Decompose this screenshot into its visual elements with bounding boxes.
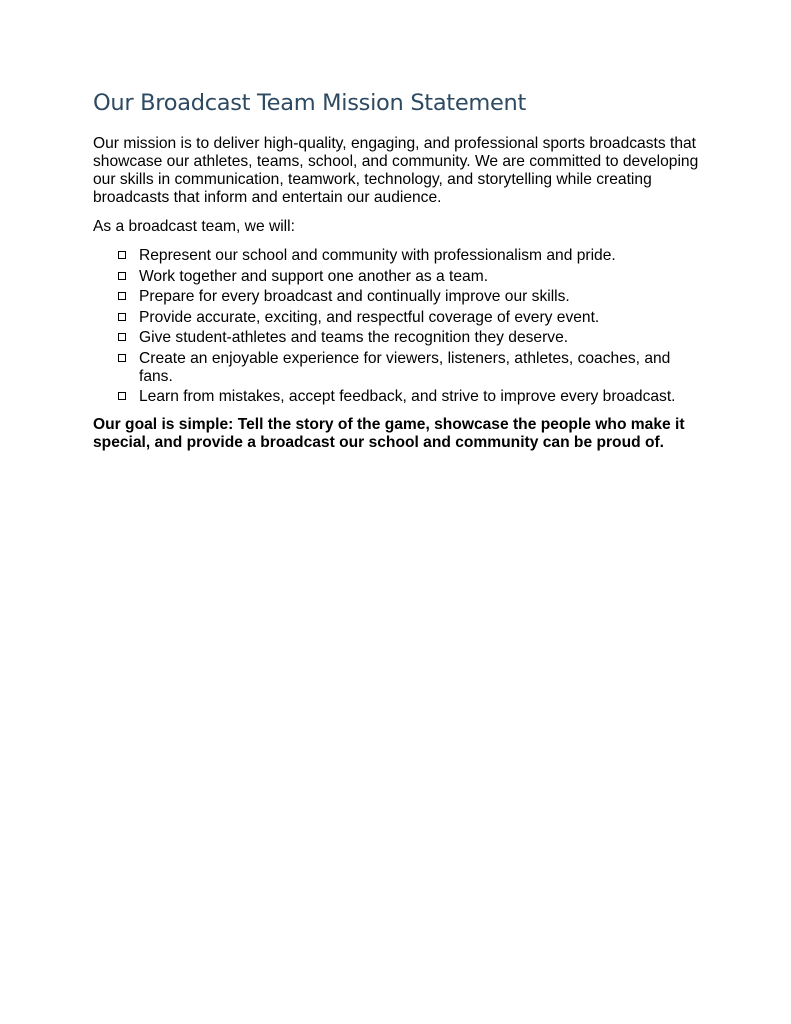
list-item xyxy=(93,247,705,265)
empty-checkbox-icon xyxy=(118,392,126,400)
empty-checkbox-icon xyxy=(118,251,126,259)
intro-line: As a broadcast team, we will: xyxy=(93,218,295,235)
empty-checkbox-icon xyxy=(118,272,126,280)
empty-checkbox-icon xyxy=(118,313,126,321)
list-item-text: Provide accurate, exciting, and respectful coverage of every event. xyxy=(139,308,600,326)
list-item-text: Work together and support one another as a team. xyxy=(139,267,489,285)
list-item xyxy=(93,268,705,286)
list-item xyxy=(93,309,705,327)
list-item xyxy=(93,350,705,386)
list-item-text: Create an enjoyable experience for viewers, listeners, athletes, coaches, and fans. xyxy=(139,349,671,385)
empty-checkbox-icon xyxy=(118,292,126,300)
mission-paragraph: Our mission is to deliver high-quality, engaging, and professional sports broadcasts that showcase our athletes, teams, school, and community. We are committed to developing our skills in communication, teamwork, technology, and storytelling while creating broadcasts that inform and entertain our audience. xyxy=(93,135,699,206)
list-item xyxy=(93,329,705,347)
list-item xyxy=(93,288,705,306)
document-body xyxy=(93,86,705,452)
empty-checkbox-icon xyxy=(118,354,126,362)
list-item-text: Give student-athletes and teams the recognition they deserve. xyxy=(139,329,569,346)
goal-statement: Our goal is simple: Tell the story of the game, showcase the people who make it special, and provide a broadcast our school and community can be proud of. xyxy=(93,416,685,451)
list-item-text: Learn from mistakes, accept feedback, and strive to improve every broadcast. xyxy=(139,388,676,405)
document-title: Our Broadcast Team Mission Statement xyxy=(93,90,527,116)
list-item-text: Represent our school and community with professionalism and pride. xyxy=(139,247,616,264)
commitment-list xyxy=(93,247,705,406)
list-item xyxy=(93,388,705,406)
list-item-text: Prepare for every broadcast and continually improve our skills. xyxy=(139,288,570,305)
empty-checkbox-icon xyxy=(118,333,126,341)
